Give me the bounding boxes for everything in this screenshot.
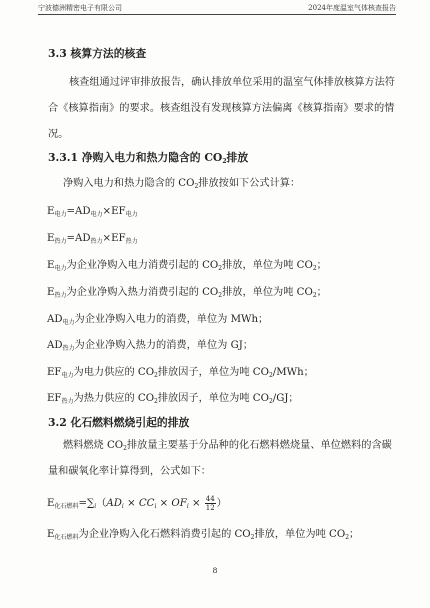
definition-e-heat: $E_{热力}$为企业净购入热力消费引起的 $CO_2$排放，单位为吨 $CO_2$； <box>47 287 327 299</box>
section-3-2-paragraph: 燃料燃烧 $CO_2$排放量主要基于分品种的化石燃料燃烧量、单位燃料的含碳量和碳氧化率计算得到，公式如下： <box>48 440 392 477</box>
header-report-title: 2024年度温室气体核查报告 <box>308 4 396 12</box>
section-heading-3-3: 3.3 核算方法的核查 <box>48 47 147 60</box>
formula-electricity: $E_{电力}=AD_{电力}\times EF_{电力}$ <box>47 206 138 218</box>
section-heading-3-3-1: 3.3.1 净购入电力和热力隐含的 $CO_2$排放 <box>48 151 249 165</box>
definition-ef-heat: $EF_{热力}$为热力供应的 $CO_2$排放因子，单位为吨 $CO_2/GJ$； <box>47 393 299 405</box>
section-3-3-1-intro: 净购入电力和热力隐含的 $CO_2$排放按如下公式计算： <box>63 178 301 190</box>
page-header <box>38 0 396 14</box>
section-3-3-paragraph: 核查组通过评审排放报告，确认排放单位采用的温室气体排放核算方法符合《核算指南》的要求。核查组没有发现核算方法偏离《核算指南》要求的情况。 <box>48 77 395 140</box>
definition-e-electricity: $E_{电力}$为企业净购入电力消费引起的 $CO_2$排放，单位为吨 $CO_2$； <box>47 260 327 272</box>
definition-e-fossil-fuel: $E_{化石燃料}$为企业净购入化石燃料消费引起的 $CO_2$排放，单位为吨 $CO_2$； <box>47 529 360 541</box>
section-heading-3-2: 3.2 化石燃料燃烧引起的排放 <box>48 416 190 429</box>
page-number: 8 <box>212 566 218 575</box>
formula-fossil-fuel: $E_{化石燃料}=\sum_i(AD_i \times CC_i \times OF_i$ × $\frac{44}{12}$ ） <box>47 494 227 512</box>
header-rule <box>38 14 396 15</box>
definition-ef-electricity: $EF_{电力}$为电力供应的 $CO_2$排放因子，单位为吨 $CO_2$/MWh； <box>47 367 314 379</box>
header-company: 宁波德洲精密电子有限公司 <box>38 4 122 12</box>
formula-heat: $E_{热力}=AD_{热力}\times EF_{热力}$ <box>47 233 138 245</box>
definition-ad-heat: $AD_{热力}$为企业净购入热力的消费，单位为 GJ； <box>47 340 254 352</box>
definition-ad-electricity: $AD_{电力}$为企业净购入电力的消费，单位为 MWh； <box>47 314 269 326</box>
fraction-44-12: $\frac{44}{12}$ <box>205 494 215 512</box>
